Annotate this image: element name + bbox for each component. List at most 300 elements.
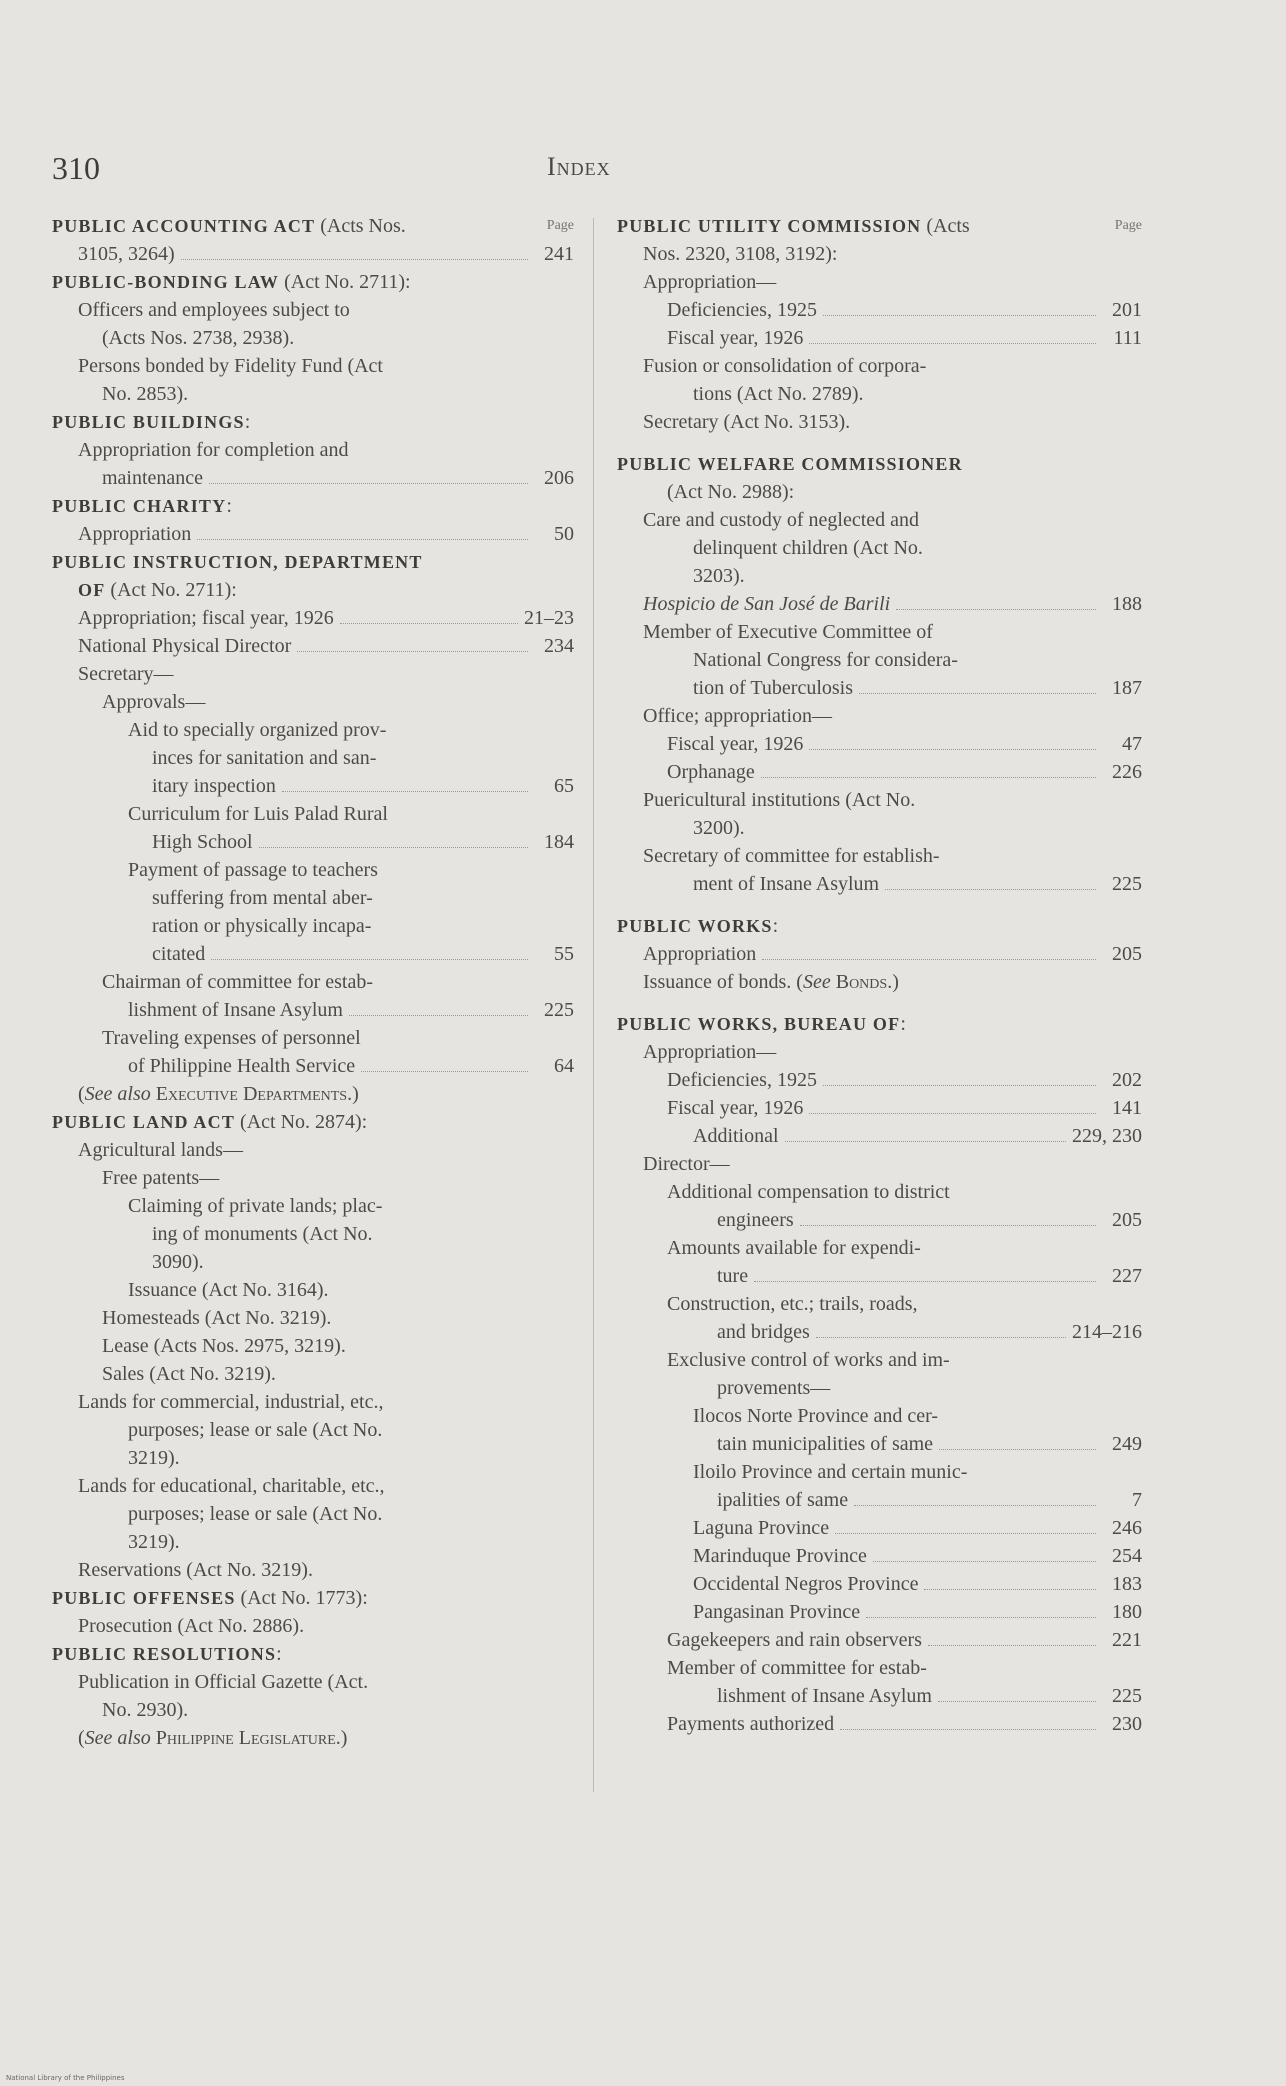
entry-page-ref: 230 xyxy=(1112,1713,1142,1735)
entry-text: Curriculum for Luis Palad Rural xyxy=(128,803,388,825)
entry-heading: PUBLIC CHARITY xyxy=(52,496,227,516)
entry-label xyxy=(102,464,203,492)
index-entry-line xyxy=(52,856,574,884)
index-entry-with-page xyxy=(617,1066,1142,1094)
index-entry-line xyxy=(52,1556,574,1584)
dot-leader xyxy=(854,1505,1096,1506)
entry-text: .) xyxy=(347,1083,359,1105)
index-entry-line xyxy=(617,1038,1142,1066)
entry-label xyxy=(717,1262,748,1290)
entry-text: inces for sanitation and san- xyxy=(152,747,377,769)
entry-text: Claiming of private lands; plac- xyxy=(128,1195,383,1217)
entry-page-ref: 184 xyxy=(544,831,574,853)
index-entry-with-page xyxy=(617,1262,1142,1290)
dot-leader xyxy=(785,1141,1066,1142)
entry-page-ref: 65 xyxy=(554,775,574,797)
index-entry-line xyxy=(52,1444,574,1472)
entry-page-ref: 188 xyxy=(1112,593,1142,615)
entry-text: (Acts Nos. 2738, 2938). xyxy=(102,327,295,349)
entry-text: ( xyxy=(78,1083,85,1105)
entry-text: Iloilo Province and certain munic- xyxy=(693,1461,968,1483)
entry-label xyxy=(643,940,756,968)
dot-leader xyxy=(181,259,528,260)
column-divider xyxy=(593,218,594,1792)
dot-leader xyxy=(762,959,1096,960)
entry-page-ref: 221 xyxy=(1112,1629,1142,1651)
entry-heading: PUBLIC WORKS, BUREAU OF xyxy=(617,1014,901,1034)
entry-page-ref: 64 xyxy=(554,1055,574,1077)
entry-label xyxy=(717,1430,933,1458)
entry-page-ref: 249 xyxy=(1112,1433,1142,1455)
entry-text: Laguna Province xyxy=(693,1517,830,1539)
index-entry-with-page xyxy=(52,464,574,492)
entry-text: Office; appropriation— xyxy=(643,705,833,727)
index-heading-line xyxy=(52,212,574,240)
index-entry-line xyxy=(52,1472,574,1500)
index-entry-line xyxy=(617,1654,1142,1682)
entry-text: Appropriation— xyxy=(643,1041,777,1063)
index-entry-line xyxy=(52,884,574,912)
entry-text: Gagekeepers and rain observers xyxy=(667,1629,922,1651)
page-column-label: Page xyxy=(1114,218,1142,233)
entry-heading: PUBLIC RESOLUTIONS xyxy=(52,1644,277,1664)
entry-page-ref: 246 xyxy=(1112,1517,1142,1539)
entry-text: Reservations (Act No. 3219). xyxy=(78,1559,313,1581)
dot-leader xyxy=(197,539,528,540)
index-entry-line xyxy=(52,1192,574,1220)
entry-text: Lands for educational, charitable, etc., xyxy=(78,1475,385,1497)
index-entry-line xyxy=(52,912,574,940)
index-heading-line xyxy=(617,912,1142,940)
entry-text: Appropriation— xyxy=(643,271,777,293)
entry-text: Nos. 2320, 3108, 3192): xyxy=(643,243,838,265)
entry-label xyxy=(693,1122,779,1150)
dot-leader xyxy=(924,1589,1096,1590)
index-entry-with-page xyxy=(52,604,574,632)
dot-leader xyxy=(809,1113,1096,1114)
entry-page-ref: 141 xyxy=(1112,1097,1142,1119)
entry-text: Lease (Acts Nos. 2975, 3219). xyxy=(102,1335,346,1357)
index-heading-line xyxy=(617,1010,1142,1038)
dot-leader xyxy=(349,1015,528,1016)
entry-text: Secretary— xyxy=(78,663,174,685)
entry-text: and bridges xyxy=(717,1321,810,1343)
index-entry-line xyxy=(617,380,1142,408)
entry-text: 3203). xyxy=(693,565,745,587)
entry-text: tain municipalities of same xyxy=(717,1433,934,1455)
index-entry-line xyxy=(52,296,574,324)
entry-text: ture xyxy=(717,1265,749,1287)
index-entry-line xyxy=(52,716,574,744)
dot-leader xyxy=(939,1449,1096,1450)
entry-page-ref: 214–216 xyxy=(1072,1321,1142,1343)
entry-page-ref: 227 xyxy=(1112,1265,1142,1287)
entry-text: Publication in Official Gazette (Act. xyxy=(78,1671,369,1693)
entry-text: Pangasinan Province xyxy=(693,1601,861,1623)
index-entry-line xyxy=(52,1332,574,1360)
index-entry-line xyxy=(617,1402,1142,1430)
entry-page-ref: 225 xyxy=(1112,873,1142,895)
entry-text: Persons bonded by Fidelity Fund (Act xyxy=(78,355,383,377)
index-heading-line xyxy=(52,576,574,604)
entry-text: ration or physically incapa- xyxy=(152,915,372,937)
index-entry-with-page xyxy=(617,758,1142,786)
index-entry-line xyxy=(52,1024,574,1052)
entry-text: Orphanage xyxy=(667,761,755,783)
small-caps-text: Philippine Legislature xyxy=(155,1727,336,1749)
dot-leader xyxy=(938,1701,1096,1702)
entry-heading: PUBLIC OFFENSES xyxy=(52,1588,236,1608)
index-entry-with-page xyxy=(617,590,1142,618)
index-entry-line xyxy=(52,1388,574,1416)
entry-page-ref: 254 xyxy=(1112,1545,1142,1567)
entry-text: Free patents— xyxy=(102,1167,220,1189)
entry-text: Exclusive control of works and im- xyxy=(667,1349,950,1371)
entry-text: : xyxy=(276,1643,282,1665)
entry-page-ref: 180 xyxy=(1112,1601,1142,1623)
entry-gap xyxy=(617,996,1142,1010)
entry-text: 3219). xyxy=(128,1447,180,1469)
entry-text: Appropriation xyxy=(78,523,192,545)
entry-heading: PUBLIC UTILITY COMMISSION xyxy=(617,216,922,236)
entry-label xyxy=(128,996,343,1024)
entry-label xyxy=(693,1598,860,1626)
entry-label xyxy=(128,1052,355,1080)
entry-gap xyxy=(617,436,1142,450)
index-entry-with-page xyxy=(617,324,1142,352)
entry-text: Fiscal year, 1926 xyxy=(667,1097,804,1119)
dot-leader xyxy=(896,609,1096,610)
entry-page-ref: 47 xyxy=(1122,733,1142,755)
index-entry-line xyxy=(617,702,1142,730)
entry-label xyxy=(667,324,803,352)
dot-leader xyxy=(885,889,1096,890)
dot-leader xyxy=(259,847,528,848)
index-entry-with-page xyxy=(617,1710,1142,1738)
entry-label xyxy=(667,1066,817,1094)
dot-leader xyxy=(816,1337,1066,1338)
entry-page-ref: 202 xyxy=(1112,1069,1142,1091)
index-heading-line xyxy=(52,268,574,296)
entry-label xyxy=(78,632,291,660)
entry-text: tions (Act No. 2789). xyxy=(693,383,864,405)
index-entry-with-page xyxy=(52,940,574,968)
entry-text: purposes; lease or sale (Act No. xyxy=(128,1503,383,1525)
index-entry-line xyxy=(52,1668,574,1696)
index-entry-line xyxy=(52,380,574,408)
entry-text: tion of Tuberculosis xyxy=(693,677,854,699)
italic-text: See xyxy=(802,971,831,993)
entry-page-ref: 50 xyxy=(554,523,574,545)
dot-leader xyxy=(761,777,1096,778)
entry-text: High School xyxy=(152,831,253,853)
index-heading-line xyxy=(52,1584,574,1612)
entry-label xyxy=(717,1486,848,1514)
index-heading-line xyxy=(52,492,574,520)
entry-page-ref: 7 xyxy=(1132,1489,1142,1511)
entry-text: engineers xyxy=(717,1209,794,1231)
index-column-left xyxy=(52,212,574,1752)
index-entry-line xyxy=(617,240,1142,268)
entry-label xyxy=(667,1710,834,1738)
entry-page-ref: 183 xyxy=(1112,1573,1142,1595)
right-entry-list xyxy=(617,212,1142,1738)
entry-text: Sales (Act No. 3219). xyxy=(102,1363,276,1385)
entry-text: Homesteads (Act No. 3219). xyxy=(102,1307,332,1329)
entry-text: Construction, etc.; trails, roads, xyxy=(667,1293,918,1315)
entry-text: Ilocos Norte Province and cer- xyxy=(693,1405,939,1427)
entry-text: Agricultural lands— xyxy=(78,1139,243,1161)
entry-text: (Act No. 2711): xyxy=(105,579,237,601)
index-entry-line xyxy=(617,618,1142,646)
entry-text: 3200). xyxy=(693,817,745,839)
dot-leader xyxy=(823,315,1096,316)
index-entry-line xyxy=(52,1164,574,1192)
index-entry-with-page xyxy=(617,730,1142,758)
dot-leader xyxy=(340,623,518,624)
index-entry-with-page xyxy=(617,296,1142,324)
entry-page-ref: 205 xyxy=(1112,1209,1142,1231)
index-entry-line xyxy=(617,1150,1142,1178)
index-entry-line xyxy=(617,646,1142,674)
entry-gap xyxy=(617,898,1142,912)
entry-text: purposes; lease or sale (Act No. xyxy=(128,1419,383,1441)
entry-text: Additional xyxy=(693,1125,779,1147)
entry-text: itary inspection xyxy=(152,775,276,797)
entry-text: No. 2853). xyxy=(102,383,189,405)
index-entry-line xyxy=(52,1276,574,1304)
index-entry-line xyxy=(617,1346,1142,1374)
index-entry-line xyxy=(617,1458,1142,1486)
index-entry-line xyxy=(52,1080,574,1108)
entry-label xyxy=(78,240,175,268)
entry-text: of Philippine Health Service xyxy=(128,1055,356,1077)
index-entry-with-page xyxy=(52,240,574,268)
small-caps-text: Executive Departments xyxy=(155,1083,348,1105)
entry-label xyxy=(693,674,853,702)
page-column-label: Page xyxy=(546,218,574,233)
index-entry-line xyxy=(52,1612,574,1640)
entry-heading: PUBLIC-BONDING LAW xyxy=(52,272,280,292)
index-entry-with-page xyxy=(52,828,574,856)
entry-label xyxy=(717,1318,810,1346)
entry-text: Officers and employees subject to xyxy=(78,299,350,321)
entry-page-ref: 225 xyxy=(1112,1685,1142,1707)
index-entry-with-page xyxy=(617,1598,1142,1626)
index-entry-line xyxy=(617,1374,1142,1402)
entry-label xyxy=(693,1570,918,1598)
entry-label xyxy=(152,772,276,800)
entry-text: Prosecution (Act No. 2886). xyxy=(78,1615,305,1637)
entry-text: Deficiencies, 1925 xyxy=(667,1069,817,1091)
index-entry-line xyxy=(52,1500,574,1528)
index-entry-line xyxy=(617,968,1142,996)
entry-text: delinquent children (Act No. xyxy=(693,537,923,559)
dot-leader xyxy=(754,1281,1096,1282)
index-entry-line xyxy=(52,660,574,688)
entry-heading: PUBLIC ACCOUNTING ACT xyxy=(52,216,316,236)
entry-heading: OF xyxy=(78,580,106,600)
dot-leader xyxy=(873,1561,1096,1562)
entry-text: (Act No. 1773): xyxy=(235,1587,368,1609)
index-heading-line xyxy=(52,1108,574,1136)
index-entry-line xyxy=(617,478,1142,506)
entry-page-ref: 229, 230 xyxy=(1072,1125,1142,1147)
italic-text: See also xyxy=(84,1083,151,1105)
index-entry-with-page xyxy=(52,632,574,660)
entry-page-ref: 206 xyxy=(544,467,574,489)
dot-leader xyxy=(297,651,528,652)
entry-label xyxy=(78,604,334,632)
index-entry-line xyxy=(52,1136,574,1164)
index-entry-line xyxy=(52,744,574,772)
index-entry-line xyxy=(52,688,574,716)
index-entry-with-page xyxy=(617,870,1142,898)
index-entry-with-page xyxy=(617,1682,1142,1710)
entry-label xyxy=(152,940,205,968)
entry-text: Appropriation xyxy=(643,943,757,965)
entry-text: Puericultural institutions (Act No. xyxy=(643,789,916,811)
index-entry-line xyxy=(52,352,574,380)
index-entry-line xyxy=(52,968,574,996)
dot-leader xyxy=(823,1085,1096,1086)
entry-page-ref: 205 xyxy=(1112,943,1142,965)
entry-page-ref: 241 xyxy=(544,243,574,265)
index-heading-line xyxy=(52,1640,574,1668)
entry-label xyxy=(693,1514,829,1542)
entry-heading: PUBLIC WELFARE COMMISSIONER xyxy=(617,454,963,474)
entry-page-ref: 55 xyxy=(554,943,574,965)
entry-text: ment of Insane Asylum xyxy=(693,873,880,895)
entry-text: Secretary (Act No. 3153). xyxy=(643,411,851,433)
entry-text: Approvals— xyxy=(102,691,206,713)
entry-label xyxy=(667,296,817,324)
entry-page-ref: 111 xyxy=(1113,327,1142,349)
index-entry-with-page xyxy=(617,1318,1142,1346)
index-entry-with-page xyxy=(52,996,574,1024)
dot-leader xyxy=(361,1071,528,1072)
entry-text: Director— xyxy=(643,1153,730,1175)
index-entry-line xyxy=(52,1248,574,1276)
entry-text: .) xyxy=(335,1727,348,1749)
dot-leader xyxy=(928,1645,1096,1646)
index-entry-line xyxy=(52,1360,574,1388)
entry-text: No. 2930). xyxy=(102,1699,189,1721)
entry-text: Additional compensation to district xyxy=(667,1181,950,1203)
index-entry-line xyxy=(52,1416,574,1444)
entry-label xyxy=(78,520,191,548)
entry-text: Fusion or consolidation of corpora- xyxy=(643,355,927,377)
index-entry-with-page xyxy=(617,1626,1142,1654)
index-entry-with-page xyxy=(617,674,1142,702)
entry-label xyxy=(693,1542,867,1570)
entry-label xyxy=(717,1206,794,1234)
index-entry-line xyxy=(617,268,1142,296)
entry-text: .) xyxy=(887,971,899,993)
index-entry-line xyxy=(52,1220,574,1248)
entry-page-ref: 21–23 xyxy=(524,607,574,629)
entry-heading: PUBLIC LAND ACT xyxy=(52,1112,236,1132)
index-entry-with-page xyxy=(617,1094,1142,1122)
index-entry-with-page xyxy=(617,1206,1142,1234)
italic-text: See also xyxy=(84,1727,151,1749)
index-entry-line xyxy=(617,562,1142,590)
dot-leader xyxy=(866,1617,1096,1618)
entry-page-ref: 187 xyxy=(1112,677,1142,699)
entry-text: : xyxy=(244,411,251,433)
entry-page-ref: 226 xyxy=(1112,761,1142,783)
entry-text: 3105, 3264) xyxy=(78,243,175,265)
entry-text: lishment of Insane Asylum xyxy=(128,999,343,1021)
entry-text: (Act No. 2988): xyxy=(667,481,795,503)
entry-text: ing of monuments (Act No. xyxy=(152,1223,373,1245)
entry-text: Chairman of committee for estab- xyxy=(102,971,374,993)
entry-text: (Act No. 2711): xyxy=(279,271,411,293)
footer-credit: National Library of the Philippines xyxy=(6,2074,125,2082)
index-entry-line xyxy=(52,1724,574,1752)
index-entry-line xyxy=(617,352,1142,380)
entry-text: Payment of passage to teachers xyxy=(128,859,378,881)
entry-text: National Congress for considera- xyxy=(693,649,958,671)
entry-text: Fiscal year, 1926 xyxy=(667,733,804,755)
index-entry-with-page xyxy=(617,1122,1142,1150)
index-entry-with-page xyxy=(617,1430,1142,1458)
entry-text: Amounts available for expendi- xyxy=(667,1237,921,1259)
entry-text: 3219). xyxy=(128,1531,180,1553)
entry-text: Care and custody of neglected and xyxy=(643,509,920,531)
italic-text: Hospicio de San José de Barili xyxy=(643,593,891,615)
entry-text: National Physical Director xyxy=(78,635,292,657)
entry-label xyxy=(717,1682,932,1710)
page-number: 310 xyxy=(52,150,100,186)
index-entry-with-page xyxy=(52,1052,574,1080)
index-column-right xyxy=(617,212,1142,1738)
index-entry-line xyxy=(617,534,1142,562)
entry-page-ref: 201 xyxy=(1112,299,1142,321)
index-entry-line xyxy=(617,1290,1142,1318)
entry-text: suffering from mental aber- xyxy=(152,887,373,909)
index-entry-line xyxy=(52,1528,574,1556)
index-entry-with-page xyxy=(617,1542,1142,1570)
entry-text: ( xyxy=(78,1727,85,1749)
index-entry-line xyxy=(52,800,574,828)
dot-leader xyxy=(859,693,1096,694)
entry-page-ref: 225 xyxy=(544,999,574,1021)
entry-text: Traveling expenses of personnel xyxy=(102,1027,361,1049)
entry-text: Payments authorized xyxy=(667,1713,835,1735)
entry-text: : xyxy=(226,495,232,517)
index-heading-line xyxy=(617,212,1142,240)
entry-text: ipalities of same xyxy=(717,1489,849,1511)
index-heading-line xyxy=(52,548,574,576)
entry-text: citated xyxy=(152,943,206,965)
dot-leader xyxy=(840,1729,1096,1730)
entry-text: Appropriation; fiscal year, 1926 xyxy=(78,607,334,629)
index-entry-line xyxy=(617,408,1142,436)
entry-text: : xyxy=(772,915,779,937)
entry-text: Marinduque Province xyxy=(693,1545,867,1567)
index-entry-line xyxy=(52,1304,574,1332)
dot-leader xyxy=(809,343,1096,344)
small-caps-text: Bonds xyxy=(835,971,888,993)
left-entry-list xyxy=(52,212,574,1752)
dot-leader xyxy=(209,483,528,484)
entry-text: : xyxy=(900,1013,906,1035)
dot-leader xyxy=(282,791,528,792)
index-heading-line xyxy=(617,450,1142,478)
entry-text: maintenance xyxy=(102,467,204,489)
entry-label xyxy=(667,758,755,786)
